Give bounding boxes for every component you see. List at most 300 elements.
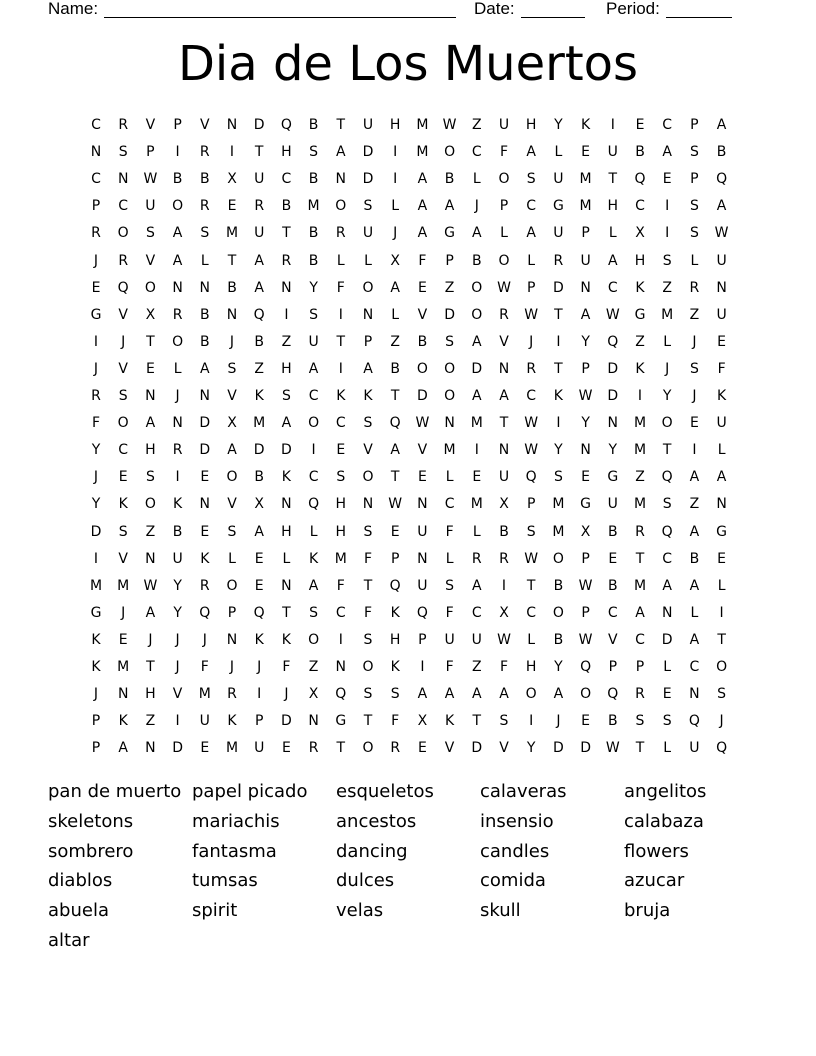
grid-letter[interactable]: Z [444, 279, 455, 296]
grid-letter[interactable]: A [716, 117, 727, 133]
grid-letter[interactable]: B [417, 333, 428, 350]
grid-letter[interactable]: I [338, 360, 343, 377]
grid-letter[interactable]: R [199, 577, 210, 594]
grid-letter[interactable]: C [308, 469, 319, 486]
grid-letter[interactable]: V [417, 306, 428, 323]
grid-letter[interactable]: N [417, 496, 428, 513]
grid-letter[interactable]: S [662, 496, 672, 513]
grid-letter[interactable]: Q [661, 469, 673, 486]
grid-letter[interactable]: E [717, 550, 727, 567]
grid-letter[interactable]: W [497, 631, 511, 648]
grid-letter[interactable]: B [607, 713, 618, 730]
grid-letter[interactable]: L [663, 659, 672, 675]
grid-letter[interactable]: B [553, 631, 564, 648]
grid-letter[interactable]: V [145, 117, 156, 133]
grid-letter[interactable]: V [363, 442, 373, 459]
grid-letter[interactable]: A [526, 225, 536, 242]
grid-letter[interactable]: I [93, 550, 99, 567]
grid-letter[interactable]: P [227, 604, 237, 621]
grid-letter[interactable]: S [717, 686, 727, 703]
grid-letter[interactable]: P [581, 225, 590, 242]
grid-letter[interactable]: X [499, 496, 509, 513]
grid-letter[interactable]: N [498, 442, 510, 459]
grid-letter[interactable]: Z [662, 279, 672, 296]
grid-letter[interactable]: O [580, 686, 592, 703]
grid-letter[interactable]: K [173, 496, 183, 513]
grid-letter[interactable]: X [499, 604, 509, 621]
grid-letter[interactable]: C [118, 198, 129, 215]
grid-letter[interactable]: O [552, 550, 564, 567]
grid-letter[interactable]: B [199, 333, 210, 350]
grid-letter[interactable]: C [607, 279, 618, 296]
grid-letter[interactable]: A [417, 686, 428, 703]
grid-letter[interactable]: K [635, 360, 645, 377]
grid-letter[interactable]: D [471, 740, 483, 757]
grid-letter[interactable]: I [637, 388, 643, 404]
grid-letter[interactable]: M [552, 523, 565, 540]
grid-letter[interactable]: A [145, 415, 156, 432]
grid-letter[interactable]: S [309, 604, 319, 621]
grid-letter[interactable]: I [719, 604, 724, 621]
grid-letter[interactable]: P [418, 631, 427, 648]
grid-letter[interactable]: B [607, 523, 618, 540]
grid-letter[interactable]: D [172, 740, 183, 757]
grid-letter[interactable]: O [416, 360, 428, 377]
grid-letter[interactable]: T [662, 442, 672, 459]
grid-letter[interactable]: H [281, 144, 292, 161]
grid-letter[interactable]: O [498, 252, 510, 269]
grid-letter[interactable]: N [716, 496, 727, 513]
grid-letter[interactable]: L [173, 360, 182, 377]
grid-letter[interactable]: M [470, 496, 483, 513]
grid-letter[interactable]: C [662, 550, 673, 567]
grid-letter[interactable]: U [362, 225, 374, 242]
grid-letter[interactable]: A [227, 442, 237, 459]
grid-letter[interactable]: U [417, 523, 428, 540]
grid-letter[interactable]: A [444, 686, 455, 703]
grid-letter[interactable]: S [363, 686, 373, 703]
grid-letter[interactable]: N [145, 550, 156, 567]
grid-letter[interactable]: S [363, 415, 373, 432]
grid-letter[interactable]: P [390, 550, 400, 567]
grid-letter[interactable]: W [524, 550, 539, 567]
grid-letter[interactable]: Z [472, 659, 482, 675]
grid-letter[interactable]: S [526, 171, 536, 188]
grid-letter[interactable]: L [445, 550, 454, 567]
grid-letter[interactable]: O [226, 577, 238, 594]
grid-letter[interactable]: M [334, 550, 347, 567]
grid-letter[interactable]: L [309, 523, 318, 540]
grid-letter[interactable]: T [635, 550, 645, 567]
grid-letter[interactable]: S [227, 360, 237, 377]
grid-letter[interactable]: J [175, 659, 180, 675]
grid-letter[interactable]: J [121, 333, 126, 350]
grid-letter[interactable]: H [389, 117, 401, 133]
grid-letter[interactable]: M [579, 171, 592, 188]
grid-letter[interactable]: N [607, 415, 619, 432]
grid-letter[interactable]: H [525, 117, 537, 133]
grid-letter[interactable]: F [499, 144, 509, 161]
grid-letter[interactable]: R [635, 523, 645, 540]
grid-letter[interactable]: J [121, 604, 126, 621]
grid-letter[interactable]: B [499, 523, 509, 540]
grid-letter[interactable]: C [308, 388, 319, 404]
grid-letter[interactable]: K [91, 659, 101, 675]
grid-letter[interactable]: L [282, 550, 291, 567]
grid-letter[interactable]: M [470, 415, 483, 432]
grid-letter[interactable]: T [363, 577, 373, 594]
grid-letter[interactable]: A [118, 740, 128, 757]
grid-letter[interactable]: B [199, 306, 210, 323]
grid-letter[interactable]: R [199, 144, 210, 161]
grid-letter[interactable]: T [554, 306, 563, 323]
grid-letter[interactable]: A [254, 252, 264, 269]
grid-letter[interactable]: K [118, 496, 128, 513]
grid-letter[interactable]: T [390, 388, 400, 404]
grid-letter[interactable]: V [118, 360, 128, 377]
grid-letter[interactable]: B [716, 144, 727, 161]
grid-letter[interactable]: P [526, 496, 536, 513]
grid-letter[interactable]: U [716, 415, 727, 432]
grid-letter[interactable]: J [93, 469, 99, 486]
grid-letter[interactable]: U [254, 225, 265, 242]
grid-letter[interactable]: T [254, 144, 264, 161]
grid-letter[interactable]: N [498, 360, 510, 377]
grid-letter[interactable]: S [118, 523, 128, 540]
grid-letter[interactable]: J [719, 713, 724, 730]
grid-letter[interactable]: K [635, 279, 645, 296]
grid-letter[interactable]: H [607, 198, 619, 215]
grid-letter[interactable]: L [391, 198, 400, 215]
grid-letter[interactable]: B [254, 333, 264, 350]
grid-letter[interactable]: I [338, 631, 343, 648]
grid-letter[interactable]: U [580, 252, 591, 269]
grid-letter[interactable]: C [444, 496, 455, 513]
grid-letter[interactable]: P [608, 659, 618, 675]
grid-letter[interactable]: U [145, 198, 156, 215]
grid-letter[interactable]: E [390, 523, 400, 540]
grid-letter[interactable]: S [689, 144, 699, 161]
grid-letter[interactable]: R [390, 740, 401, 757]
grid-letter[interactable]: U [716, 306, 727, 323]
grid-letter[interactable]: C [689, 659, 700, 675]
grid-letter[interactable]: C [526, 388, 537, 404]
grid-letter[interactable]: A [200, 360, 210, 377]
grid-letter[interactable]: E [581, 713, 591, 730]
grid-letter[interactable]: A [689, 631, 700, 648]
grid-letter[interactable]: P [581, 360, 590, 377]
grid-letter[interactable]: S [363, 523, 373, 540]
grid-letter[interactable]: T [336, 333, 346, 350]
grid-letter[interactable]: I [556, 333, 561, 350]
grid-letter[interactable]: P [581, 550, 590, 567]
grid-letter[interactable]: I [175, 713, 180, 730]
grid-letter[interactable]: Z [390, 333, 400, 350]
grid-letter[interactable]: C [526, 604, 537, 621]
grid-letter[interactable]: E [662, 686, 672, 703]
grid-letter[interactable]: N [362, 306, 374, 323]
grid-letter[interactable]: U [444, 631, 455, 648]
grid-letter[interactable]: O [362, 740, 374, 757]
grid-letter[interactable]: M [89, 577, 103, 594]
grid-letter[interactable]: L [472, 171, 481, 188]
grid-letter[interactable]: T [635, 740, 645, 757]
grid-letter[interactable]: P [445, 252, 454, 269]
grid-letter[interactable]: E [581, 144, 591, 161]
grid-letter[interactable]: A [662, 144, 672, 161]
grid-letter[interactable]: U [308, 333, 319, 350]
grid-letter[interactable]: R [281, 252, 292, 269]
grid-letter[interactable]: X [254, 496, 264, 513]
grid-letter[interactable]: T [499, 415, 509, 432]
grid-letter[interactable]: E [417, 279, 427, 296]
grid-letter[interactable]: Z [689, 306, 700, 323]
grid-letter[interactable]: O [144, 496, 156, 513]
grid-letter[interactable]: R [526, 360, 537, 377]
grid-letter[interactable]: L [391, 306, 400, 323]
grid-letter[interactable]: R [118, 252, 129, 269]
grid-letter[interactable]: A [254, 279, 264, 296]
grid-letter[interactable]: P [146, 144, 155, 161]
grid-letter[interactable]: B [390, 360, 400, 377]
grid-letter[interactable]: S [662, 713, 672, 730]
grid-letter[interactable]: S [227, 523, 237, 540]
grid-letter[interactable]: S [445, 333, 455, 350]
grid-letter[interactable]: Y [554, 659, 563, 675]
grid-letter[interactable]: V [499, 740, 509, 757]
grid-letter[interactable]: R [635, 686, 645, 703]
grid-letter[interactable]: M [307, 198, 320, 215]
grid-letter[interactable]: M [633, 442, 647, 459]
grid-letter[interactable]: J [529, 333, 534, 350]
grid-letter[interactable]: I [474, 442, 479, 459]
grid-letter[interactable]: T [146, 333, 155, 350]
grid-letter[interactable]: W [524, 415, 539, 432]
grid-letter[interactable]: Q [416, 604, 428, 621]
grid-letter[interactable]: S [689, 360, 699, 377]
grid-letter[interactable]: M [633, 496, 647, 513]
grid-letter[interactable]: E [227, 198, 237, 215]
grid-letter[interactable]: O [525, 686, 537, 703]
grid-letter[interactable]: J [692, 388, 697, 404]
grid-letter[interactable]: W [578, 631, 593, 648]
grid-letter[interactable]: B [281, 198, 292, 215]
grid-letter[interactable]: E [145, 360, 155, 377]
grid-letter[interactable]: F [336, 279, 345, 296]
grid-letter[interactable]: E [200, 740, 210, 757]
grid-letter[interactable]: C [91, 117, 101, 133]
grid-letter[interactable]: H [335, 523, 347, 540]
grid-letter[interactable]: W [442, 117, 457, 133]
grid-letter[interactable]: N [172, 415, 183, 432]
grid-letter[interactable]: N [281, 496, 292, 513]
grid-letter[interactable]: C [635, 631, 645, 648]
grid-letter[interactable]: F [363, 604, 373, 621]
grid-letter[interactable]: U [607, 496, 618, 513]
grid-letter[interactable]: Q [580, 659, 592, 675]
grid-letter[interactable]: L [527, 252, 536, 269]
grid-letter[interactable]: A [472, 577, 482, 594]
grid-letter[interactable]: I [311, 442, 316, 459]
grid-letter[interactable]: K [254, 631, 264, 648]
grid-letter[interactable]: A [417, 171, 428, 188]
grid-letter[interactable]: O [172, 333, 184, 350]
grid-letter[interactable]: C [635, 198, 645, 215]
grid-letter[interactable]: F [391, 713, 400, 730]
grid-letter[interactable]: L [527, 631, 536, 648]
grid-letter[interactable]: D [90, 523, 102, 540]
grid-letter[interactable]: O [716, 659, 728, 675]
grid-letter[interactable]: D [199, 442, 211, 459]
grid-letter[interactable]: Z [145, 523, 156, 540]
grid-letter[interactable]: R [553, 252, 564, 269]
grid-letter[interactable]: Q [389, 577, 401, 594]
grid-letter[interactable]: V [118, 306, 128, 323]
grid-letter[interactable]: A [689, 523, 700, 540]
grid-letter[interactable]: I [93, 333, 99, 350]
grid-letter[interactable]: R [118, 117, 129, 133]
grid-letter[interactable]: J [284, 686, 289, 703]
grid-letter[interactable]: Q [199, 604, 211, 621]
grid-letter[interactable]: A [689, 577, 700, 594]
grid-letter[interactable]: F [418, 252, 427, 269]
grid-letter[interactable]: K [581, 117, 591, 133]
grid-letter[interactable]: C [281, 171, 292, 188]
grid-letter[interactable]: I [610, 117, 615, 133]
grid-letter[interactable]: J [93, 686, 99, 703]
grid-letter[interactable]: N [661, 604, 673, 621]
grid-letter[interactable]: M [579, 198, 592, 215]
grid-letter[interactable]: A [716, 469, 727, 486]
grid-letter[interactable]: O [335, 198, 347, 215]
grid-letter[interactable]: M [117, 659, 130, 675]
grid-letter[interactable]: Q [280, 117, 292, 133]
grid-letter[interactable]: L [554, 144, 563, 161]
grid-letter[interactable]: A [472, 333, 482, 350]
grid-letter[interactable]: D [607, 360, 619, 377]
grid-letter[interactable]: E [472, 469, 482, 486]
grid-letter[interactable]: P [254, 713, 264, 730]
grid-letter[interactable]: W [605, 306, 620, 323]
grid-letter[interactable]: A [417, 198, 428, 215]
grid-letter[interactable]: J [175, 631, 180, 648]
grid-letter[interactable]: N [117, 686, 129, 703]
grid-letter[interactable]: O [362, 469, 374, 486]
grid-letter[interactable]: S [309, 144, 319, 161]
grid-letter[interactable]: W [578, 577, 593, 594]
grid-letter[interactable]: K [281, 469, 291, 486]
grid-letter[interactable]: B [254, 469, 264, 486]
grid-letter[interactable]: U [498, 117, 510, 133]
grid-letter[interactable]: N [716, 279, 727, 296]
grid-letter[interactable]: C [607, 604, 618, 621]
grid-letter[interactable]: L [717, 442, 726, 459]
grid-letter[interactable]: B [553, 577, 564, 594]
grid-letter[interactable]: N [226, 631, 238, 648]
grid-letter[interactable]: S [363, 631, 373, 648]
grid-letter[interactable]: O [552, 604, 564, 621]
grid-letter[interactable]: H [335, 496, 347, 513]
grid-letter[interactable]: J [257, 659, 262, 675]
grid-letter[interactable]: N [362, 496, 374, 513]
grid-letter[interactable]: P [91, 198, 101, 215]
grid-letter[interactable]: E [417, 469, 427, 486]
grid-letter[interactable]: O [444, 388, 456, 404]
grid-letter[interactable]: V [145, 252, 156, 269]
grid-letter[interactable]: A [363, 360, 373, 377]
grid-letter[interactable]: A [444, 198, 455, 215]
grid-letter[interactable]: E [200, 523, 210, 540]
grid-letter[interactable]: O [471, 306, 483, 323]
grid-letter[interactable]: P [635, 659, 645, 675]
grid-letter[interactable]: K [363, 388, 373, 404]
grid-letter[interactable]: V [227, 496, 237, 513]
grid-letter[interactable]: Y [662, 388, 672, 404]
grid-letter[interactable]: O [144, 279, 156, 296]
grid-letter[interactable]: J [93, 252, 99, 269]
grid-letter[interactable]: U [498, 469, 510, 486]
grid-letter[interactable]: N [90, 144, 102, 161]
grid-letter[interactable]: I [229, 144, 235, 161]
grid-letter[interactable]: E [281, 740, 291, 757]
grid-letter[interactable]: C [471, 144, 482, 161]
grid-letter[interactable]: P [690, 117, 699, 133]
grid-letter[interactable]: B [199, 171, 210, 188]
grid-letter[interactable]: Z [281, 333, 292, 350]
grid-letter[interactable]: P [526, 279, 536, 296]
grid-letter[interactable]: Y [554, 442, 563, 459]
grid-letter[interactable]: I [529, 713, 534, 730]
grid-letter[interactable]: G [90, 604, 102, 621]
grid-letter[interactable]: S [281, 388, 291, 404]
grid-letter[interactable]: Y [173, 577, 182, 594]
grid-letter[interactable]: O [308, 415, 320, 432]
grid-letter[interactable]: I [175, 469, 180, 486]
grid-letter[interactable]: U [553, 171, 564, 188]
grid-letter[interactable]: Z [689, 496, 700, 513]
grid-letter[interactable]: G [607, 469, 619, 486]
grid-letter[interactable]: U [417, 577, 428, 594]
grid-letter[interactable]: C [91, 171, 101, 188]
grid-letter[interactable]: Y [91, 496, 101, 513]
grid-letter[interactable]: N [172, 279, 183, 296]
grid-letter[interactable]: E [635, 117, 645, 133]
grid-letter[interactable]: U [172, 550, 183, 567]
grid-letter[interactable]: W [524, 442, 539, 459]
grid-letter[interactable]: S [526, 523, 536, 540]
grid-letter[interactable]: Z [635, 333, 645, 350]
grid-letter[interactable]: H [525, 659, 537, 675]
grid-letter[interactable]: C [471, 604, 482, 621]
grid-letter[interactable]: N [199, 388, 211, 404]
grid-letter[interactable]: J [202, 631, 207, 648]
grid-letter[interactable]: A [472, 686, 482, 703]
grid-letter[interactable]: U [254, 171, 265, 188]
grid-letter[interactable]: S [390, 686, 400, 703]
grid-letter[interactable]: D [444, 306, 455, 323]
grid-letter[interactable]: P [363, 333, 373, 350]
grid-letter[interactable]: X [227, 415, 237, 432]
grid-letter[interactable]: T [608, 171, 618, 188]
grid-letter[interactable]: Y [526, 740, 536, 757]
grid-letter[interactable]: L [364, 252, 372, 269]
grid-letter[interactable]: B [308, 225, 319, 242]
grid-letter[interactable]: L [200, 252, 209, 269]
grid-letter[interactable]: G [716, 523, 728, 540]
grid-letter[interactable]: B [308, 117, 319, 133]
grid-letter[interactable]: U [689, 740, 700, 757]
grid-letter[interactable]: A [390, 279, 400, 296]
